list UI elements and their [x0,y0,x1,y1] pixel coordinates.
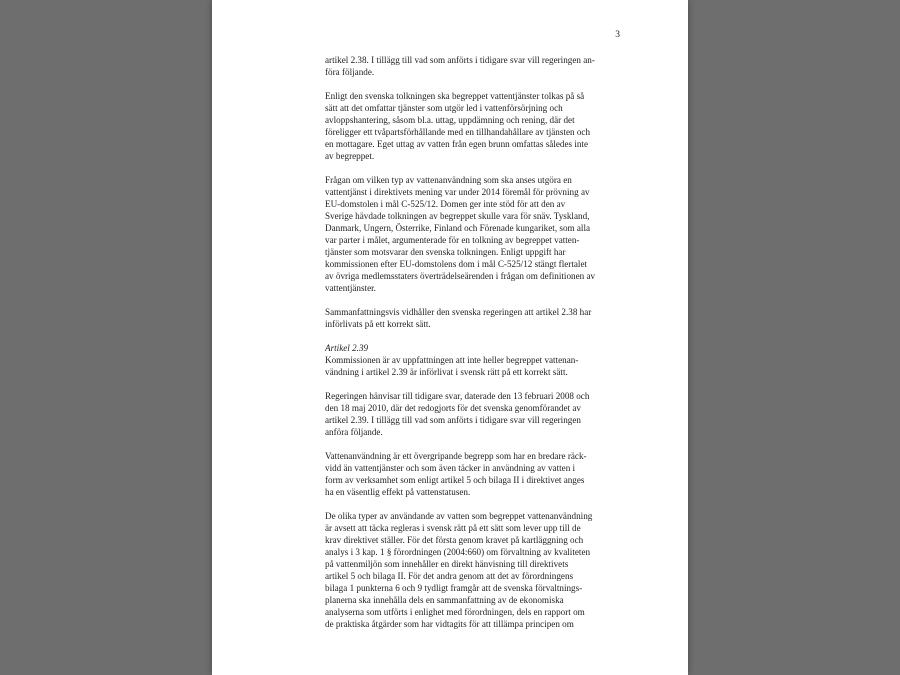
text-line: Sverige hävdade tolkningen av begreppet skulle vara för snäv. Tyskland, [325,211,590,221]
text-line: tjänster som motsvarar den svenska tolkningen. Enligt uppgift har [325,247,566,257]
text-line: Enligt den svenska tolkningen ska begreppet vattentjänster tolkas på så [325,91,585,101]
text-line: av begreppet. [325,151,375,161]
text-line: införlivats på ett korrekt sätt. [325,319,431,329]
text-line: en mottagare. Eget uttag av vatten från egen brunn omfattas således inte [325,139,589,149]
document-page [212,0,688,675]
text-line: planerna ska innehålla dels en sammanfattning av de ekonomiska [325,595,564,605]
text-line: de praktiska åtgärder som har vidtagits för att tillämpa principen om [325,619,574,629]
text-line: den 18 maj 2010, där det redogjorts för det svenska genomförandet av [325,403,581,413]
text-line: är avsett att täcka regleras i svensk rätt på ett sätt som lever upp till de [325,523,581,533]
text-line: artikel 2.38. I tillägg till vad som anförts i tidigare svar vill regeringen an- [325,55,595,65]
paragraph [325,54,621,78]
text-line: kommissionen efter EU-domstolens dom i mål C-525/12 stängt flertalet [325,259,588,269]
paragraph [325,510,621,630]
text-line: analys i 3 kap. 1 § förordningen (2004:660) om förvaltning av kvaliteten [325,547,591,557]
text-line: vändning i artikel 2.39 är införlivat i svensk rätt på ett korrekt sätt. [325,367,568,377]
text-line: föra följande. [325,67,375,77]
text-line: Sammanfattningsvis vidhåller den svenska regeringen att artikel 2.38 har [325,307,592,317]
text-line: på vattenmiljön som innehåller en direkt hänvisning till direktivets [325,559,569,569]
paragraph [325,306,621,330]
section-heading: Artikel 2.39 [325,343,369,353]
text-line: De olika typer av användande av vatten som begreppet vattenanvändning [325,511,593,521]
text-line: analyserna som utförts i enlighet med förordningen, dels en rapport om [325,607,585,617]
text-line: artikel 2.39. I tillägg till vad som anförts i tidigare svar vill regeringen [325,415,581,425]
page-content [325,54,621,642]
text-line: var parter i målet, argumenterade för en tolkning av begreppet vatten- [325,235,580,245]
text-line: vattentjänst i direktivets mening var under 2014 föremål för prövning av [325,187,590,197]
text-line: Kommissionen är av uppfattningen att inte heller begreppet vattenan- [325,355,579,365]
text-line: sätt att det omfattar tjänster som utgör led i vattenförsörjning och [325,103,563,113]
page-number: 3 [615,30,620,40]
text-line: anföra följande. [325,427,383,437]
paragraph [325,390,621,438]
text-line: Danmark, Ungern, Österrike, Finland och Förenade kungariket, som alla [325,223,591,233]
text-line: Regeringen hänvisar till tidigare svar, daterade den 13 februari 2008 och [325,391,590,401]
text-line: krav direktivet ställer. För det första genom kravet på kartläggning och [325,535,584,545]
text-line: Frågan om vilken typ av vattenanvändning som ska anses utgöra en [325,175,572,185]
text-line: av övriga medlemsstaters överträdelseärenden i frågan om definitionen av [325,271,596,281]
paragraph [325,450,621,498]
paragraph [325,174,621,294]
text-line: bilaga 1 punkterna 6 och 9 tydligt framgår att de svenska förvaltnings- [325,583,583,593]
section-artikel-2-39 [325,342,621,630]
text-line: vattentjänster. [325,283,376,293]
text-line: form av verksamhet som enligt artikel 5 och bilaga II i direktivet anges [325,475,585,485]
text-line: ha en väsentlig effekt på vattenstatusen. [325,487,471,497]
text-line: avloppshantering, såsom bl.a. uttag, uppdämning och rening, där det [325,115,575,125]
paragraph [325,354,621,378]
text-line: föreligger ett tvåpartsförhållande med en tillhandahållare av tjänsten och [325,127,591,137]
text-line: artikel 5 och bilaga II. För det andra genom att det av förordningens [325,571,574,581]
paragraph [325,90,621,162]
text-line: vidd än vattentjänster och som även täcker in användning av vatten i [325,463,576,473]
text-line: Vattenanvändning är ett övergripande begrepp som har en bredare räck- [325,451,587,461]
text-line: EU-domstolen i mål C-525/12. Domen ger inte stöd för att den av [325,199,566,209]
